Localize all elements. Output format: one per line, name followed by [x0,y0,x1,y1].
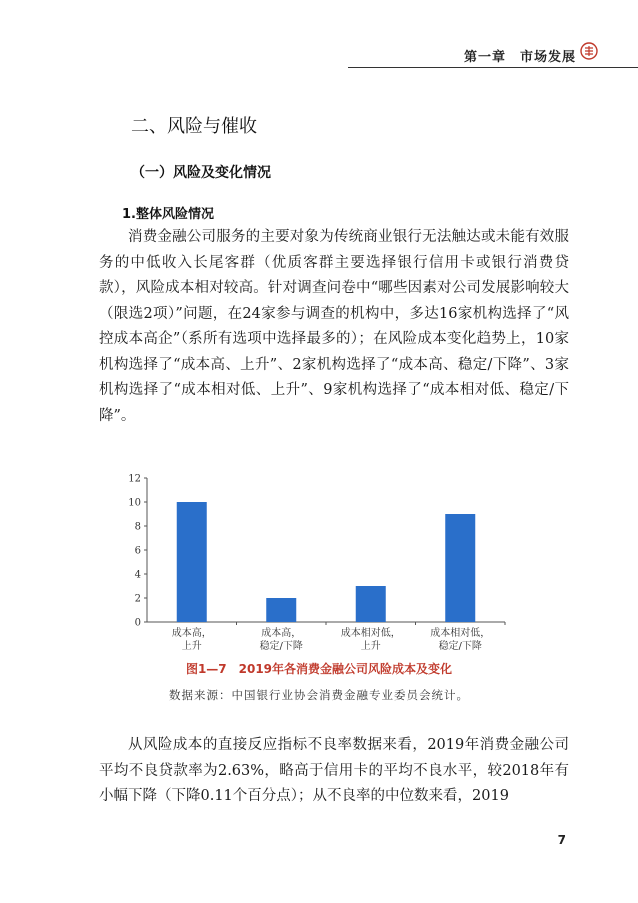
figure-caption: 图1—7 2019年各消费金融公司风险成本及变化 [185,662,453,676]
x-tick-label: 稳定/下降 [259,641,303,652]
y-tick-label: 0 [134,617,141,629]
subsection-title: （一）风险及变化情况 [131,165,271,181]
x-tick-label: 稳定/下降 [438,641,482,652]
x-tick-label: 成本高， [171,628,212,639]
x-tick-label: 成本相对低， [430,628,491,639]
subsub-title: 1.整体风险情况 [122,207,214,222]
seal-logo-icon [580,42,598,60]
y-tick-label: 4 [134,569,141,581]
risk-cost-bar-chart [120,465,520,665]
y-tick-label: 12 [128,473,141,485]
bar [356,586,386,622]
x-tick-label: 上升 [360,641,381,652]
x-tick-label: 成本相对低， [340,628,401,639]
y-tick-label: 6 [134,545,141,557]
bar [445,514,475,622]
header-rule [348,67,638,68]
x-tick-label: 成本高， [261,628,302,639]
section-title: 二、风险与催收 [131,116,257,137]
bar [266,598,296,622]
bar [177,502,207,622]
chapter-header-title: 第一章 市场发展 [463,50,576,65]
running-header [0,0,638,70]
y-tick-label: 8 [134,521,141,533]
y-tick-label: 2 [134,593,141,605]
body-paragraph-1: 消费金融公司服务的主要对象为传统商业银行无法触达或未能有效服务的中低收入长尾客群（优质客群主要选择银行信用卡或银行消费贷款），风险成本相对较高。针对调查问卷中“哪些因素对公司发展影响较大（限选2项）”问题，在24家参与调查的机构中，多达16家机构选择了“风控成本高企”（系所有选项中选择最多的）；在风险成本变化趋势上，10家机构选择了“成本高、上升”、2家机构选择了“成本高、稳定/下降”、3家机构选择了“成本相对低、上升”、9家机构选择了“成本相对低、稳定/下降”。 [99,229,569,424]
y-tick-label: 10 [128,497,141,509]
page-number: 7 [557,833,566,847]
body-paragraph-2: 从风险成本的直接反应指标不良率数据来看，2019年消费金融公司平均不良贷款率为2.63%，略高于信用卡的平均不良水平，较2018年有小幅下降（下降0.11个百分点）；从不良率的中位数来看，2019 [99,737,569,804]
x-tick-label: 上升 [181,641,202,652]
figure-source: 数据来源：中国银行业协会消费金融专业委员会统计。 [169,688,469,702]
